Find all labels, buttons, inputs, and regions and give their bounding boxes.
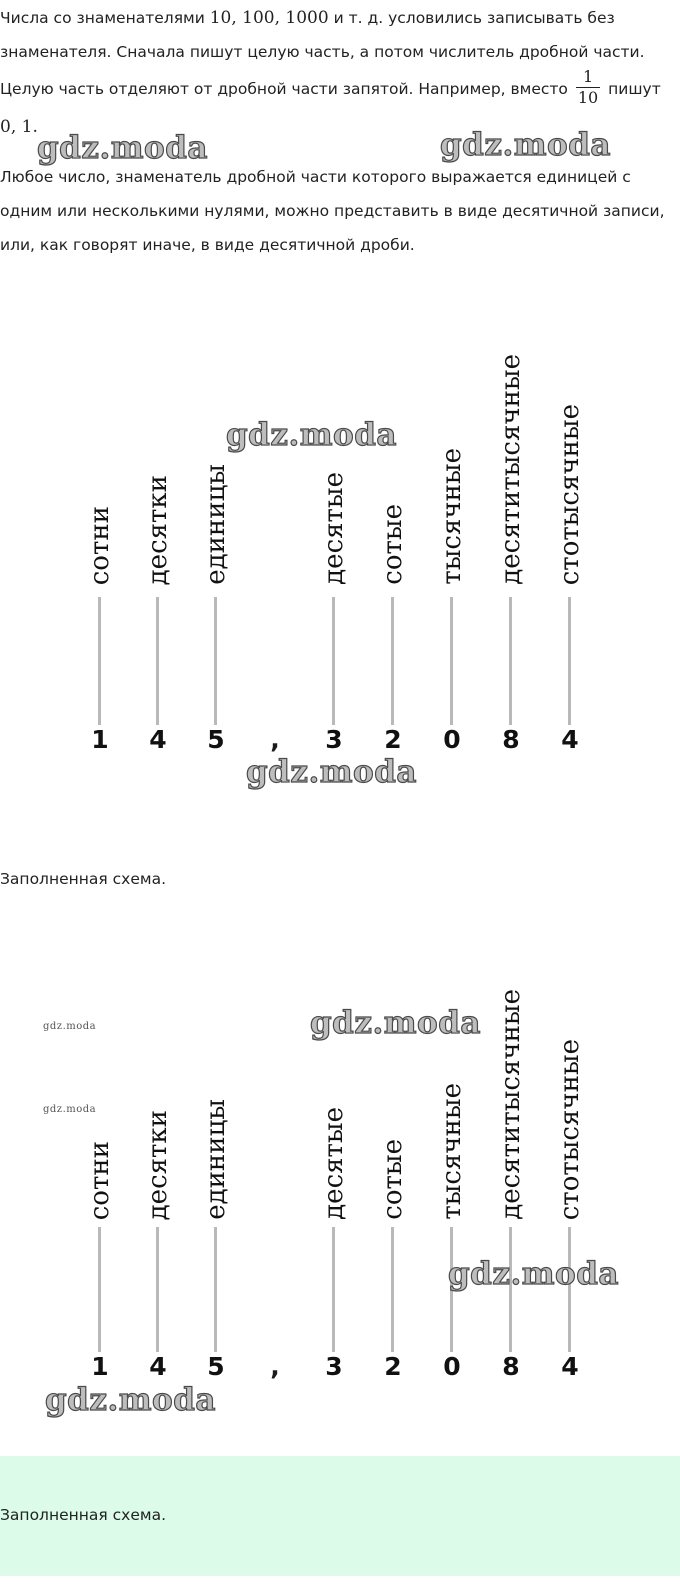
place-digit: 1 <box>91 1352 109 1381</box>
place-tick <box>214 1227 217 1352</box>
watermark-small: gdz.moda <box>43 1021 97 1032</box>
answer-box <box>0 1456 680 1576</box>
place-column <box>314 300 354 770</box>
place-label: сотни <box>85 505 115 585</box>
example-fraction <box>576 67 600 108</box>
intro-text-b: и т. д. условились записывать без знаменателя. Сначала пишут целую часть, а потом числитель дробной части. Целую часть отделяют от дробной части запятой. Например, вместо <box>0 9 645 98</box>
watermark: gdz.moda <box>440 127 611 163</box>
fraction-numerator: 1 <box>582 67 594 86</box>
place-tick <box>391 597 394 725</box>
place-tick <box>509 597 512 725</box>
place-tick <box>156 597 159 725</box>
place-column <box>196 300 236 770</box>
place-label: десятитысячные <box>496 354 526 585</box>
watermark-small: gdz.moda <box>43 1104 97 1115</box>
place-label: единицы <box>201 464 231 585</box>
place-digit: 8 <box>502 1352 520 1381</box>
place-label: тысячные <box>437 448 467 585</box>
intro-text-c: пишут <box>608 80 661 98</box>
place-digit: 4 <box>149 1352 167 1381</box>
place-label: десятитысячные <box>496 989 526 1220</box>
place-column <box>80 940 120 1400</box>
intro-text-a: Числа со знаменателями <box>0 9 205 27</box>
place-column <box>196 940 236 1400</box>
place-digit: 0 <box>443 725 461 754</box>
place-column <box>491 940 531 1400</box>
place-digit: 8 <box>502 725 520 754</box>
place-label: тысячные <box>437 1083 467 1220</box>
place-label: стотысячные <box>555 1038 585 1220</box>
watermark: gdz.moda <box>45 1382 216 1418</box>
place-digit: 4 <box>149 725 167 754</box>
place-digit: 4 <box>561 1352 579 1381</box>
place-tick <box>332 1227 335 1352</box>
place-tick <box>156 1227 159 1352</box>
place-label: десятки <box>143 1109 173 1220</box>
intro-paragraph <box>0 1 670 144</box>
caption-2: Заполненная схема. <box>0 1506 166 1524</box>
watermark: gdz.moda <box>448 1256 619 1292</box>
place-label: сотни <box>85 1140 115 1220</box>
example-decimal: 0, 1. <box>0 117 38 137</box>
decimal-paragraph: Любое число, знаменатель дробной части которого выражается единицей с одним или несколькими нулями, можно представить в виде десятичной записи, или, как говорят иначе, в виде десятичной дроби. <box>0 168 665 254</box>
place-digit: 1 <box>91 725 109 754</box>
place-tick <box>332 597 335 725</box>
place-column <box>138 300 178 770</box>
place-digit: 3 <box>325 725 343 754</box>
place-label: десятые <box>319 472 349 585</box>
place-column <box>550 940 590 1400</box>
place-label: десятые <box>319 1107 349 1220</box>
place-column <box>432 300 472 770</box>
caption-1: Заполненная схема. <box>0 870 166 888</box>
place-label: десятки <box>143 474 173 585</box>
place-digit: 0 <box>443 1352 461 1381</box>
place-tick <box>391 1227 394 1352</box>
place-column <box>491 300 531 770</box>
decimal-comma: , <box>270 725 280 754</box>
watermark: gdz.moda <box>310 1005 481 1041</box>
fraction-denominator: 10 <box>577 88 599 107</box>
watermark: gdz.moda <box>37 130 208 166</box>
place-digit: 4 <box>561 725 579 754</box>
decimal-comma: , <box>270 1352 280 1381</box>
place-label: сотые <box>378 1139 408 1220</box>
place-digit: 2 <box>384 725 402 754</box>
place-tick <box>214 597 217 725</box>
place-digit: 5 <box>207 725 225 754</box>
place-column <box>80 300 120 770</box>
place-tick <box>568 597 571 725</box>
place-label: сотые <box>378 504 408 585</box>
place-tick <box>98 1227 101 1352</box>
place-label: стотысячные <box>555 403 585 585</box>
watermark: gdz.moda <box>246 754 417 790</box>
place-column <box>373 300 413 770</box>
place-digit: 3 <box>325 1352 343 1381</box>
place-digit: 5 <box>207 1352 225 1381</box>
place-label: единицы <box>201 1099 231 1220</box>
place-digit: 2 <box>384 1352 402 1381</box>
place-tick <box>450 597 453 725</box>
intro-denominators: 10, 100, 1000 <box>209 8 329 28</box>
watermark: gdz.moda <box>226 417 397 453</box>
place-tick <box>98 597 101 725</box>
place-column <box>138 940 178 1400</box>
place-column <box>550 300 590 770</box>
place-value-scheme-1 <box>0 300 680 770</box>
